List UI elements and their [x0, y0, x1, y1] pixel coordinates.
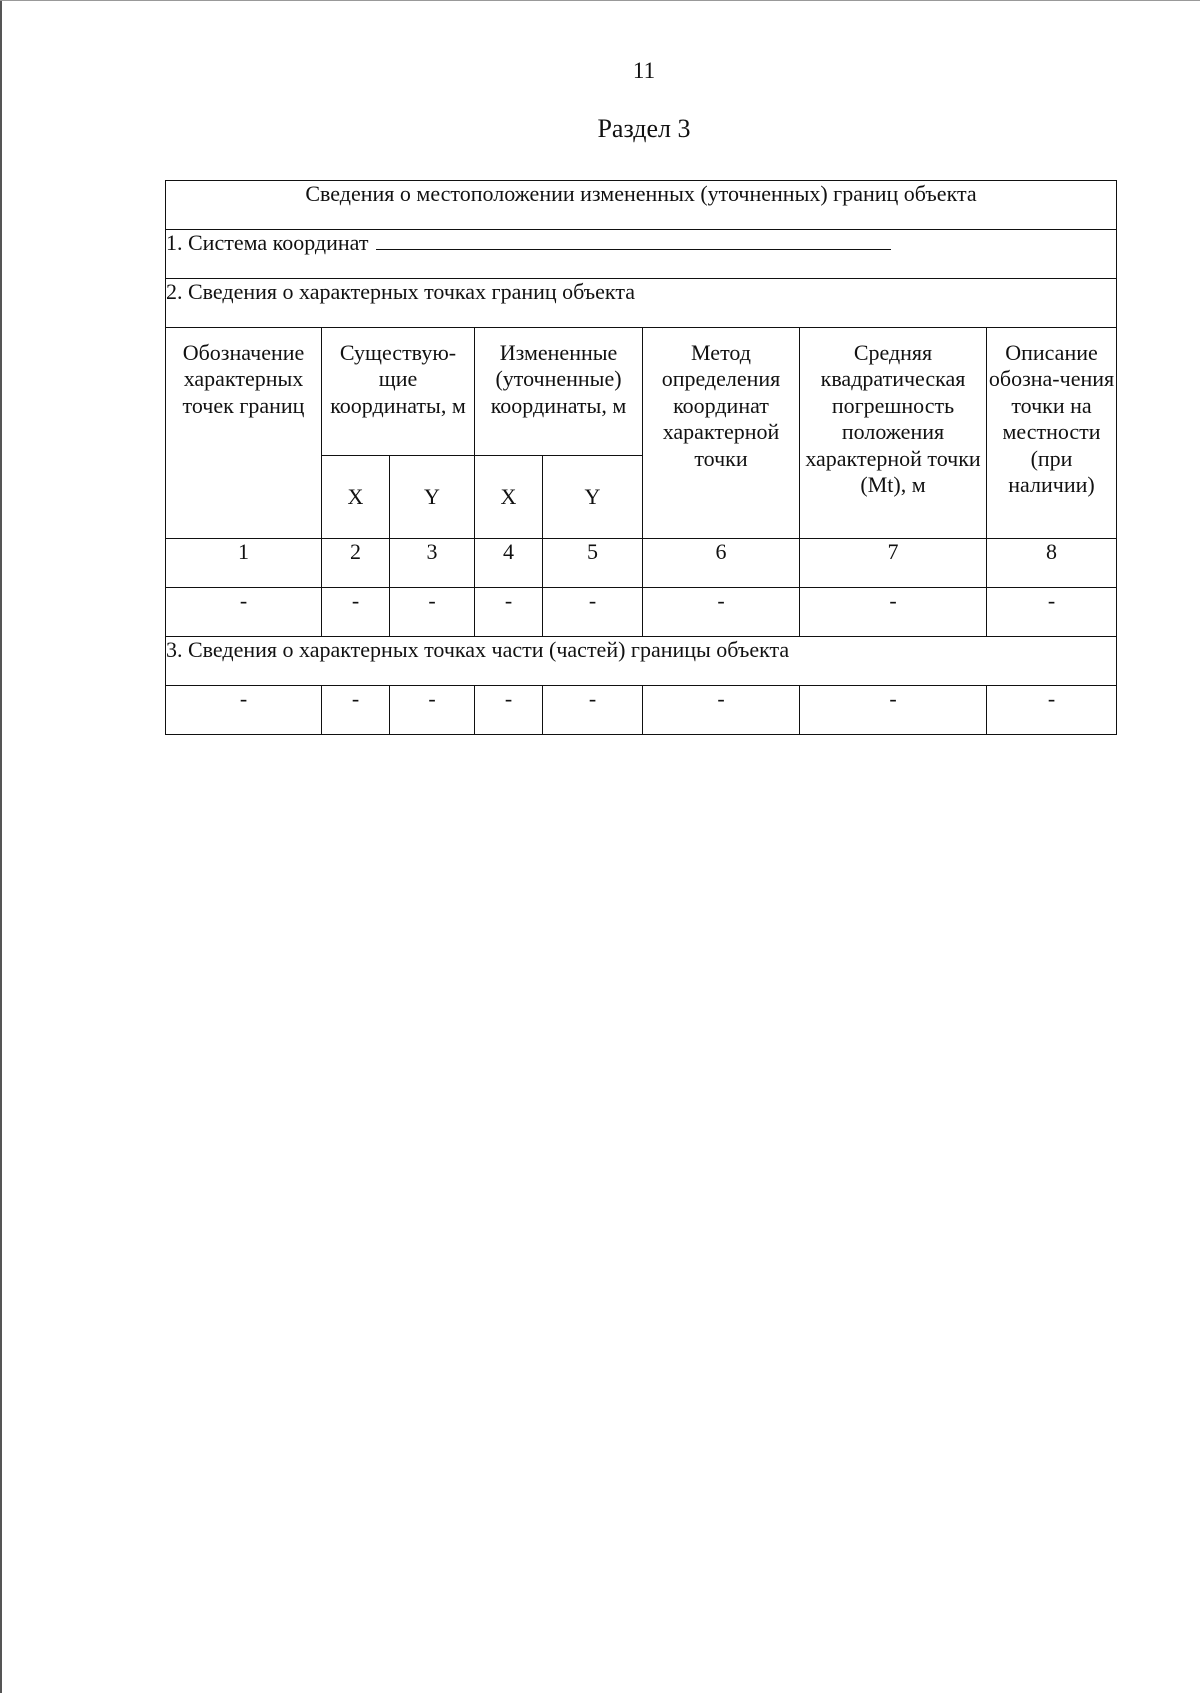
- empty-cell: -: [800, 686, 987, 735]
- sub-header-y-changed: Y: [543, 456, 643, 539]
- sub-header-x-existing: X: [322, 456, 390, 539]
- coord-system-blank: [376, 231, 891, 250]
- empty-cell: -: [166, 588, 322, 637]
- parts-header: 3. Сведения о характерных точках части (частей) границы объекта: [166, 637, 1117, 686]
- points-header: 2. Сведения о характерных точках границ объекта: [166, 279, 1117, 328]
- page-number: 11: [632, 58, 656, 83]
- column-number: 6: [643, 539, 800, 588]
- section-title: Раздел 3: [597, 114, 691, 143]
- col-header-description: Описание обозна-чения точки на местности (при наличии): [987, 328, 1117, 539]
- column-number: 2: [322, 539, 390, 588]
- coord-system-row: [166, 230, 1117, 279]
- column-number: 7: [800, 539, 987, 588]
- col-header-error: Средняя квадратическая погрешность положения характерной точки (Mt), м: [800, 328, 987, 539]
- sub-header-x-changed: X: [475, 456, 543, 539]
- empty-cell: -: [475, 686, 543, 735]
- col-header-changed-coords: Измененные (уточненные) координаты, м: [475, 328, 643, 456]
- empty-cell: -: [390, 686, 475, 735]
- empty-cell: -: [166, 686, 322, 735]
- table-title: Сведения о местоположении измененных (уточненных) границ объекта: [166, 181, 1117, 230]
- empty-cell: -: [800, 588, 987, 637]
- column-number: 5: [543, 539, 643, 588]
- empty-cell: -: [543, 686, 643, 735]
- col-header-existing-coords: Существую-щие координаты, м: [322, 328, 475, 456]
- column-number: 1: [166, 539, 322, 588]
- sub-header-y-existing: Y: [390, 456, 475, 539]
- empty-cell: -: [643, 588, 800, 637]
- column-number: 3: [390, 539, 475, 588]
- boundary-info-table: [165, 180, 1117, 735]
- empty-cell: -: [390, 588, 475, 637]
- empty-cell: -: [322, 686, 390, 735]
- col-header-method: Метод определения координат характерной точки: [643, 328, 800, 539]
- column-number: 4: [475, 539, 543, 588]
- empty-cell: -: [643, 686, 800, 735]
- empty-cell: -: [543, 588, 643, 637]
- scan-edge-top: [0, 0, 1200, 1]
- col-header-point-name: Обозначение характерных точек границ: [166, 328, 322, 539]
- column-number: 8: [987, 539, 1117, 588]
- scan-edge: [0, 0, 2, 1693]
- empty-cell: -: [322, 588, 390, 637]
- coord-system-label: 1. Система координат: [166, 230, 369, 255]
- empty-cell: -: [987, 588, 1117, 637]
- empty-cell: -: [475, 588, 543, 637]
- empty-cell: -: [987, 686, 1117, 735]
